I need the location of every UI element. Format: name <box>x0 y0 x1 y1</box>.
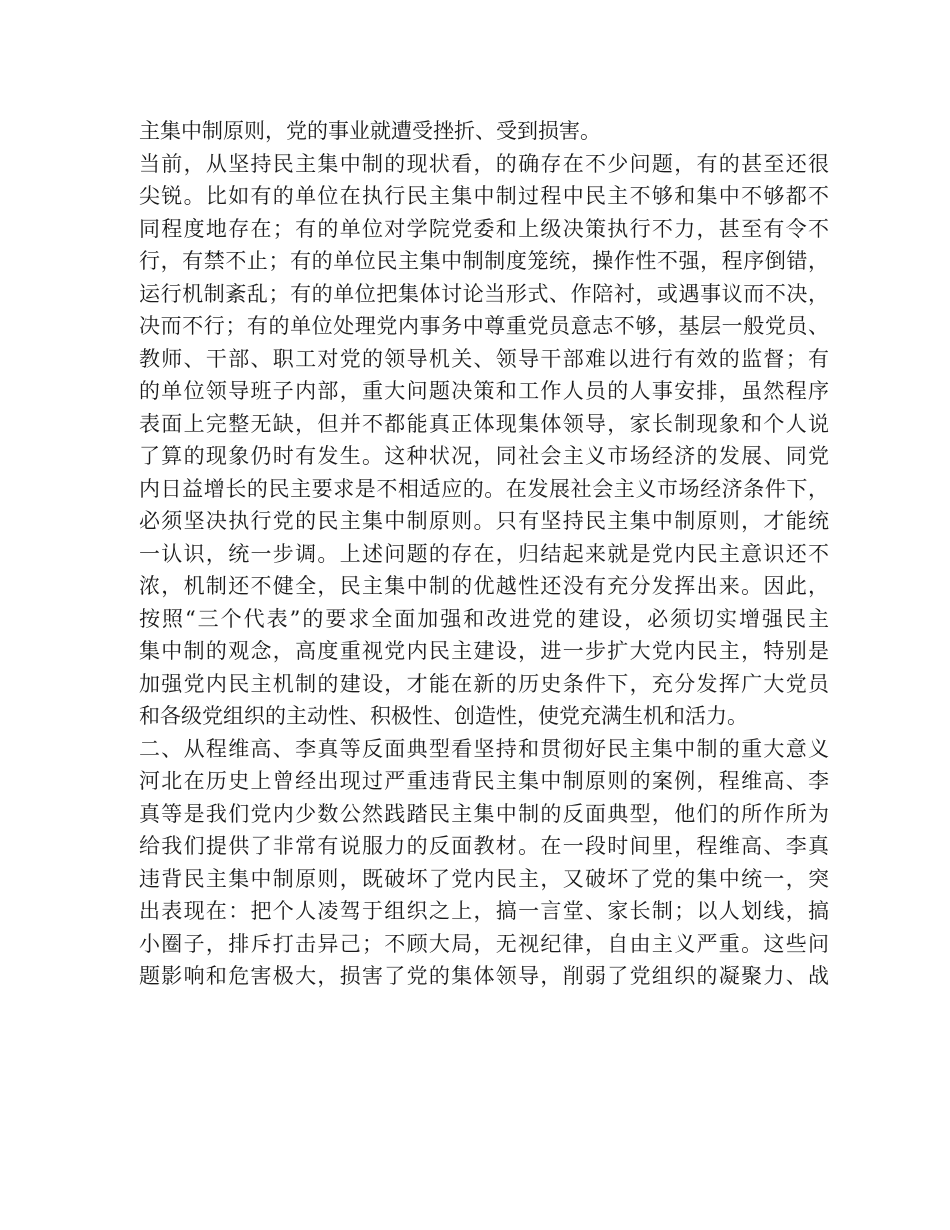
text-line: 同程度地存在；有的单位对学院党委和上级决策执行不力，甚至有令不 <box>139 216 829 241</box>
text-line: 按照“三个代表”的要求全面加强和改进党的建设，必须切实增强民主 <box>139 606 829 631</box>
text-line: 小圈子，排斥打击异己；不顾大局，无视纪律，自由主义严重。这些问 <box>139 931 829 956</box>
text-line: 主集中制原则，党的事业就遭受挫折、受到损害。 <box>139 119 601 143</box>
text-line: 和各级党组织的主动性、积极性、创造性，使党充满生机和活力。 <box>139 704 748 728</box>
text-line: 河北在历史上曾经出现过严重违背民主集中制原则的案例，程维高、李 <box>139 769 829 793</box>
text-line: 浓，机制还不健全，民主集中制的优越性还没有充分发挥出来。因此， <box>139 574 829 598</box>
text-line: 题影响和危害极大，损害了党的集体领导，削弱了党组织的凝聚力、战 <box>139 964 829 988</box>
text-line: 的单位领导班子内部，重大问题决策和工作人员的人事安排，虽然程序 <box>139 379 829 403</box>
text-line: 决而不行；有的单位处理党内事务中尊重党员意志不够，基层一般党员、 <box>139 314 829 338</box>
text-line: 必须坚决执行党的民主集中制原则。只有坚持民主集中制原则，才能统 <box>139 509 829 533</box>
text-line: 给我们提供了非常有说服力的反面教材。在一段时间里，程维高、李真 <box>139 834 829 858</box>
text-line: 一认识，统一步调。上述问题的存在，归结起来就是党内民主意识还不 <box>139 541 829 566</box>
text-line: 集中制的观念，高度重视党内民主建设，进一步扩大党内民主，特别是 <box>139 639 829 663</box>
text-line: 真等是我们党内少数公然践踏民主集中制的反面典型，他们的所作所为 <box>139 801 829 826</box>
text-line: 当前，从坚持民主集中制的现状看，的确存在不少问题，有的甚至还很 <box>139 151 829 176</box>
text-line: 了算的现象仍时有发生。这种状况，同社会主义市场经济的发展、同党 <box>139 444 829 468</box>
text-line: 教师、干部、职工对党的领导机关、领导干部难以进行有效的监督；有 <box>139 346 829 371</box>
text-line: 违背民主集中制原则，既破坏了党内民主，又破坏了党的集中统一，突 <box>139 866 829 891</box>
text-line: 尖锐。比如有的单位在执行民主集中制过程中民主不够和集中不够都不 <box>139 184 829 208</box>
text-line: 表面上完整无缺，但并不都能真正体现集体领导，家长制现象和个人说 <box>139 411 829 436</box>
text-line: 加强党内民主机制的建设，才能在新的历史条件下，充分发挥广大党员 <box>139 671 829 696</box>
body-text <box>139 115 829 993</box>
text-line: 内日益增长的民主要求是不相适应的。在发展社会主义市场经济条件下， <box>139 476 829 501</box>
text-line: 出表现在：把个人凌驾于组织之上，搞一言堂、家长制；以人划线，搞 <box>139 899 829 923</box>
text-line: 行，有禁不止；有的单位民主集中制制度笼统，操作性不强，程序倒错， <box>139 249 829 273</box>
text-line: 运行机制紊乱；有的单位把集体讨论当形式、作陪衬，或遇事议而不决， <box>139 281 829 306</box>
text-line: 二、从程维高、李真等反面典型看坚持和贯彻好民主集中制的重大意义 <box>139 736 829 761</box>
